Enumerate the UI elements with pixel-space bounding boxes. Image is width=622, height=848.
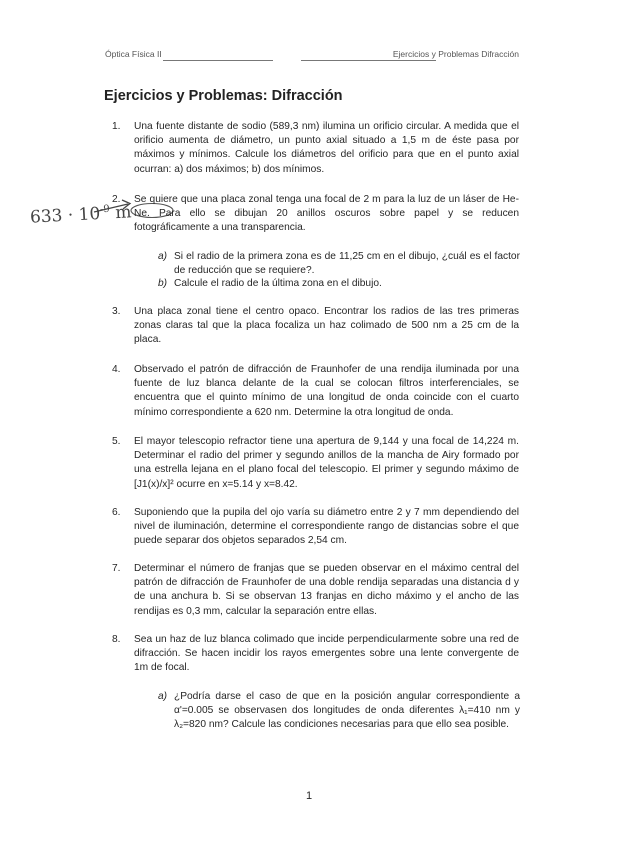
exercise-number: 6. <box>112 507 121 518</box>
exercise-text: Se quiere que una placa zonal tenga una focal de 2 m para la luz de un láser de He-Ne. Para ello se dibujan 20 anillos oscuros sobre papel y se reducen fotográficamente a una transparencia. <box>134 194 519 234</box>
header-topic: Ejercicios y Problemas Difracción <box>392 49 519 59</box>
exercise-text: Suponiendo que la pupila del ojo varía su diámetro entre 2 y 7 mm dependiendo del nivel de iluminación, determine el correspondiente rango de distancias sobre el que puede separar dos objetos separados 2,54 cm. <box>134 507 519 547</box>
exercise-number: 5. <box>112 436 121 447</box>
exercise-number: 8. <box>112 634 121 645</box>
exercise-text: Una fuente distante de sodio (589,3 nm) ilumina un orificio circular. A medida que el orificio aumenta de diámetro, un punto axial situado a 1,5 m de éste pasa por máximos y mínimos. Calcule los diámetros del orificio para que en el punto axial ocurran: a) dos máximos; b) dos mínimos. <box>134 121 519 175</box>
annotation-base: 633 · 10 <box>29 203 101 228</box>
header-course: Óptica Física II <box>105 49 162 59</box>
exercise-number: 7. <box>112 563 121 574</box>
part-text: Calcule el radio de la última zona en el dibujo. <box>174 278 382 289</box>
part-label: a) <box>158 691 168 702</box>
exercise-number: 3. <box>112 306 121 317</box>
page-number: 1 <box>306 790 313 802</box>
exercise-text: El mayor telescopio refractor tiene una apertura de 9,144 y una focal de 14,224 m. Determinar el radio del primer y segundo anillos de la mancha de Airy formado por una estrella lejana en el plano focal del telescopio. El primer y segundo máximo de [J1(x)/x]² ocurre en x=5.14 y x=8.42. <box>134 436 519 490</box>
page-title: Ejercicios y Problemas: Difracción <box>104 88 343 104</box>
part-label: a) <box>158 251 168 262</box>
part-text: ¿Podría darse el caso de que en la posición angular correspondiente a α'=0.005 se observasen dos longitudes de onda diferentes λ₁=410 nm y λ₂=820 nm? Calcule las condiciones necesarias para que ello sea posible. <box>174 691 520 731</box>
exercise-text: Sea un haz de luz blanca colimado que incide perpendicularmente sobre una red de difracción. Se hacen incidir los rayos emergentes sobre una lente convergente de 1m de focal. <box>134 634 519 674</box>
part-label: b) <box>158 278 168 289</box>
annotation-exponent: -9 <box>99 203 111 216</box>
exercise-text: Determinar el número de franjas que se pueden observar en el máximo central del patrón de difracción de Fraunhofer de una doble rendija separadas una distancia d y de una anchura b. Si se observan 13 franjas en dicho máximo y el ancho de las rendijas es 0,3 mm, calcular la separación entre ellas. <box>134 563 519 617</box>
exercise-number: 1. <box>112 121 121 132</box>
exercise-text: Observado el patrón de difracción de Fraunhofer de una rendija iluminada por una fuente de luz blanca delante de la cual se colocan filtros interferenciales, se encuentra que el quinto mínimo de una longitud de onda coincide con el cuarto mínimo correspondiente a 620 nm. Determine la otra longitud de onda. <box>134 364 519 418</box>
annotation-unit: m <box>114 202 133 224</box>
exercise-number: 2. <box>112 194 121 205</box>
header-rule-left <box>163 60 273 61</box>
header-rule-right <box>301 60 436 61</box>
exercise-text: Una placa zonal tiene el centro opaco. Encontrar los radios de las tres primeras zonas claras tal que la placa focaliza un haz colimado de 500 nm a 25 cm de la placa. <box>134 306 519 346</box>
page-header <box>105 49 519 63</box>
part-text: Si el radio de la primera zona es de 11,25 cm en el dibujo, ¿cuál es el factor de reducción que se requiere?. <box>174 251 520 277</box>
exercise-number: 4. <box>112 364 121 375</box>
